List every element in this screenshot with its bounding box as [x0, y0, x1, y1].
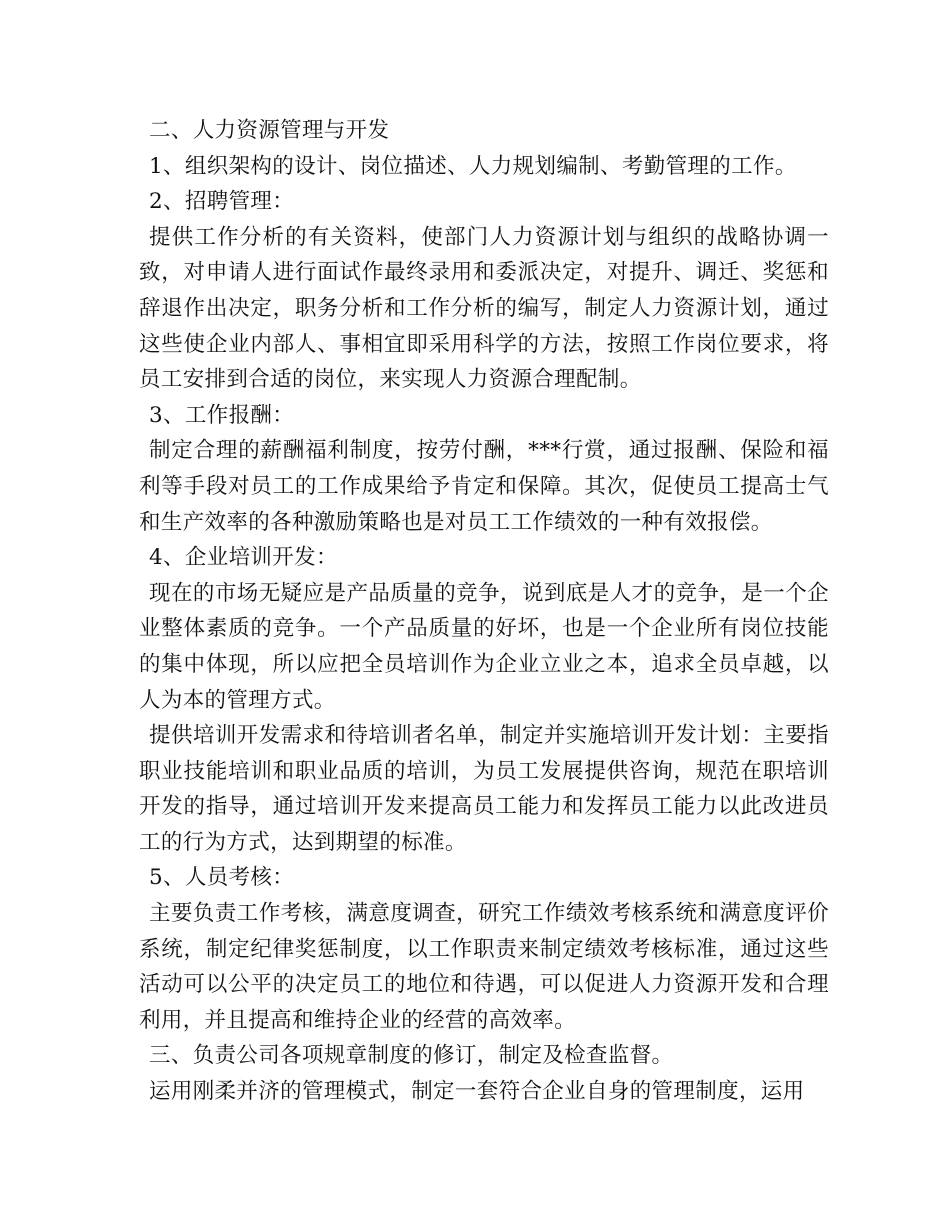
- paragraph-training-plan: 提供培训开发需求和待培训者名单，制定并实施培训开发计划：主要指职业技能培训和职业品质的培训，为员工发展提供咨询，规范在职培训开发的指导，通过培训开发来提高员工能力和发挥员工能力以此改进员工的行为方式，达到期望的标准。: [139, 723, 829, 855]
- item-2-heading-recruitment: 2、招聘管理：: [149, 189, 295, 215]
- paragraph-regulations: 运用刚柔并济的管理模式，制定一套符合企业自身的管理制度，运用: [149, 1079, 805, 1105]
- item-1-organization: 1、组织架构的设计、岗位描述、人力规划编制、考勤管理的工作。: [149, 153, 797, 179]
- paragraph-compensation: 制定合理的薪酬福利制度，按劳付酬，***行赏，通过报酬、保险和福利等手段对员工的工作成果给予肯定和保障。其次，促使员工提高士气和生产效率的各种激励策略也是对员工工作绩效的一种有效报偿。: [139, 438, 829, 535]
- item-3-heading-compensation: 3、工作报酬：: [149, 402, 295, 428]
- item-5-heading-assessment: 5、人员考核：: [149, 865, 295, 891]
- paragraph-recruitment: 提供工作分析的有关资料，使部门人力资源计划与组织的战略协调一致，对申请人进行面试作最终录用和委派决定，对提升、调迁、奖惩和辞退作出决定，职务分析和工作分析的编写，制定人力资源计划，通过这些使企业内部人、事相宜即采用科学的方法，按照工作岗位要求，将员工安排到合适的岗位，来实现人力资源合理配制。: [139, 224, 829, 393]
- paragraph-training-market: 现在的市场无疑应是产品质量的竞争，说到底是人才的竞争，是一个企业整体素质的竞争。一个产品质量的好坏，也是一个企业所有岗位技能的集中体现，所以应把全员培训作为企业立业之本，追求全员卓越，以人为本的管理方式。: [139, 580, 829, 713]
- paragraph-assessment: 主要负责工作考核，满意度调查，研究工作绩效考核系统和满意度评价系统，制定纪律奖惩制度，以工作职责来制定绩效考核标准，通过这些活动可以公平的决定员工的地位和待遇，可以促进人力资源开发和合理利用，并且提高和维持企业的经营的高效率。: [139, 901, 829, 1033]
- section-heading-regulations: 三、负责公司各项规章制度的修订，制定及检查监督。: [149, 1043, 674, 1069]
- item-4-heading-training: 4、企业培训开发：: [149, 545, 338, 571]
- section-heading-hr: 二、人力资源管理与开发: [149, 118, 390, 143]
- document-body: [139, 113, 829, 1110]
